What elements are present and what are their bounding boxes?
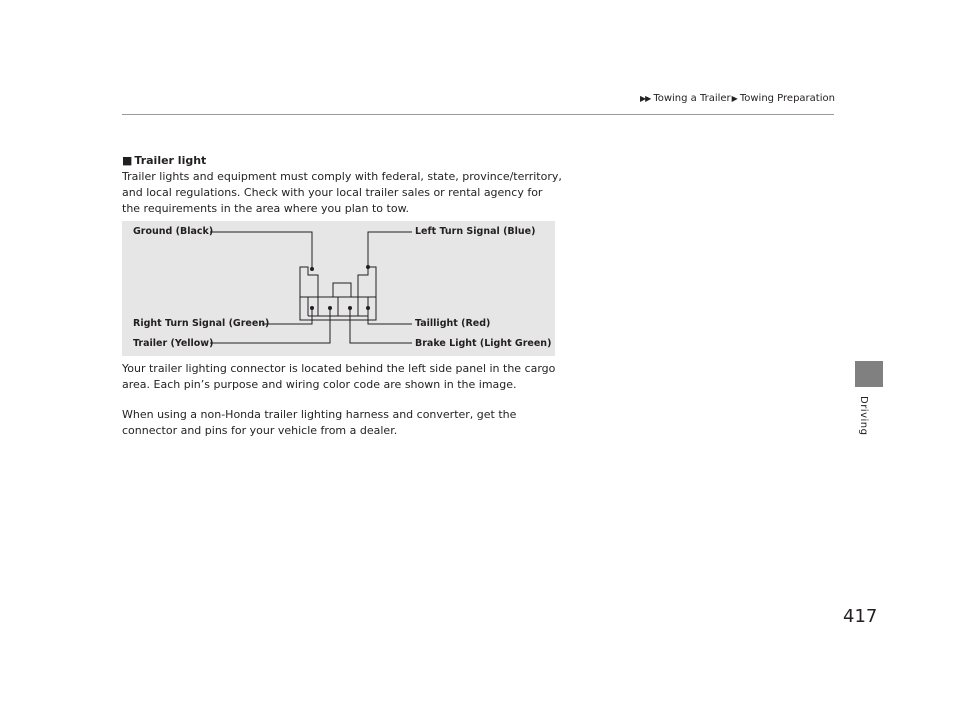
double-arrow-icon: ▶▶	[640, 94, 651, 103]
paragraph-connector-location: Your trailer lighting connector is located behind the left side panel in the cargo area. Each pin’s purpose and wiring color code are shown in the image.	[122, 362, 556, 391]
label-left-turn-signal: Left Turn Signal (Blue)	[415, 226, 536, 237]
trailer-pin-dot	[328, 306, 332, 310]
paragraph-non-honda-harness: When using a non-Honda trailer lighting harness and converter, get the connector and pins for your vehicle from a dealer.	[122, 408, 517, 437]
breadcrumb-item-towing-a-trailer[interactable]: Towing a Trailer	[653, 93, 731, 104]
label-trailer: Trailer (Yellow)	[133, 338, 214, 349]
label-ground: Ground (Black)	[133, 226, 214, 237]
square-bullet-icon: ■	[122, 154, 133, 167]
section-heading-text: Trailer light	[134, 154, 207, 167]
header-divider	[122, 114, 834, 115]
connector-diagram	[122, 221, 555, 356]
connector-diagram-drawing	[122, 221, 555, 356]
section-heading	[122, 154, 206, 167]
chapter-tab[interactable]	[855, 361, 883, 387]
brake-pin-dot	[348, 306, 352, 310]
breadcrumb-item-towing-preparation[interactable]: Towing Preparation	[739, 93, 835, 104]
breadcrumb	[640, 93, 835, 104]
ground-pin-dot	[310, 267, 314, 271]
label-brake-light: Brake Light (Light Green)	[415, 338, 552, 349]
paragraph-regulations: Trailer lights and equipment must comply with federal, state, province/territory, and local regulations. Check with your local trailer sales or rental agency for the requirements in the area where you plan to tow.	[122, 170, 562, 215]
right-turn-pin-dot	[310, 306, 314, 310]
label-right-turn-signal: Right Turn Signal (Green)	[133, 318, 270, 329]
chapter-tab-label: Driving	[858, 396, 869, 436]
arrow-icon: ▶	[731, 94, 738, 103]
taillight-pin-dot	[366, 306, 370, 310]
label-taillight: Taillight (Red)	[415, 318, 491, 329]
page-number: 417	[843, 606, 878, 627]
left-turn-pin-dot	[366, 265, 370, 269]
